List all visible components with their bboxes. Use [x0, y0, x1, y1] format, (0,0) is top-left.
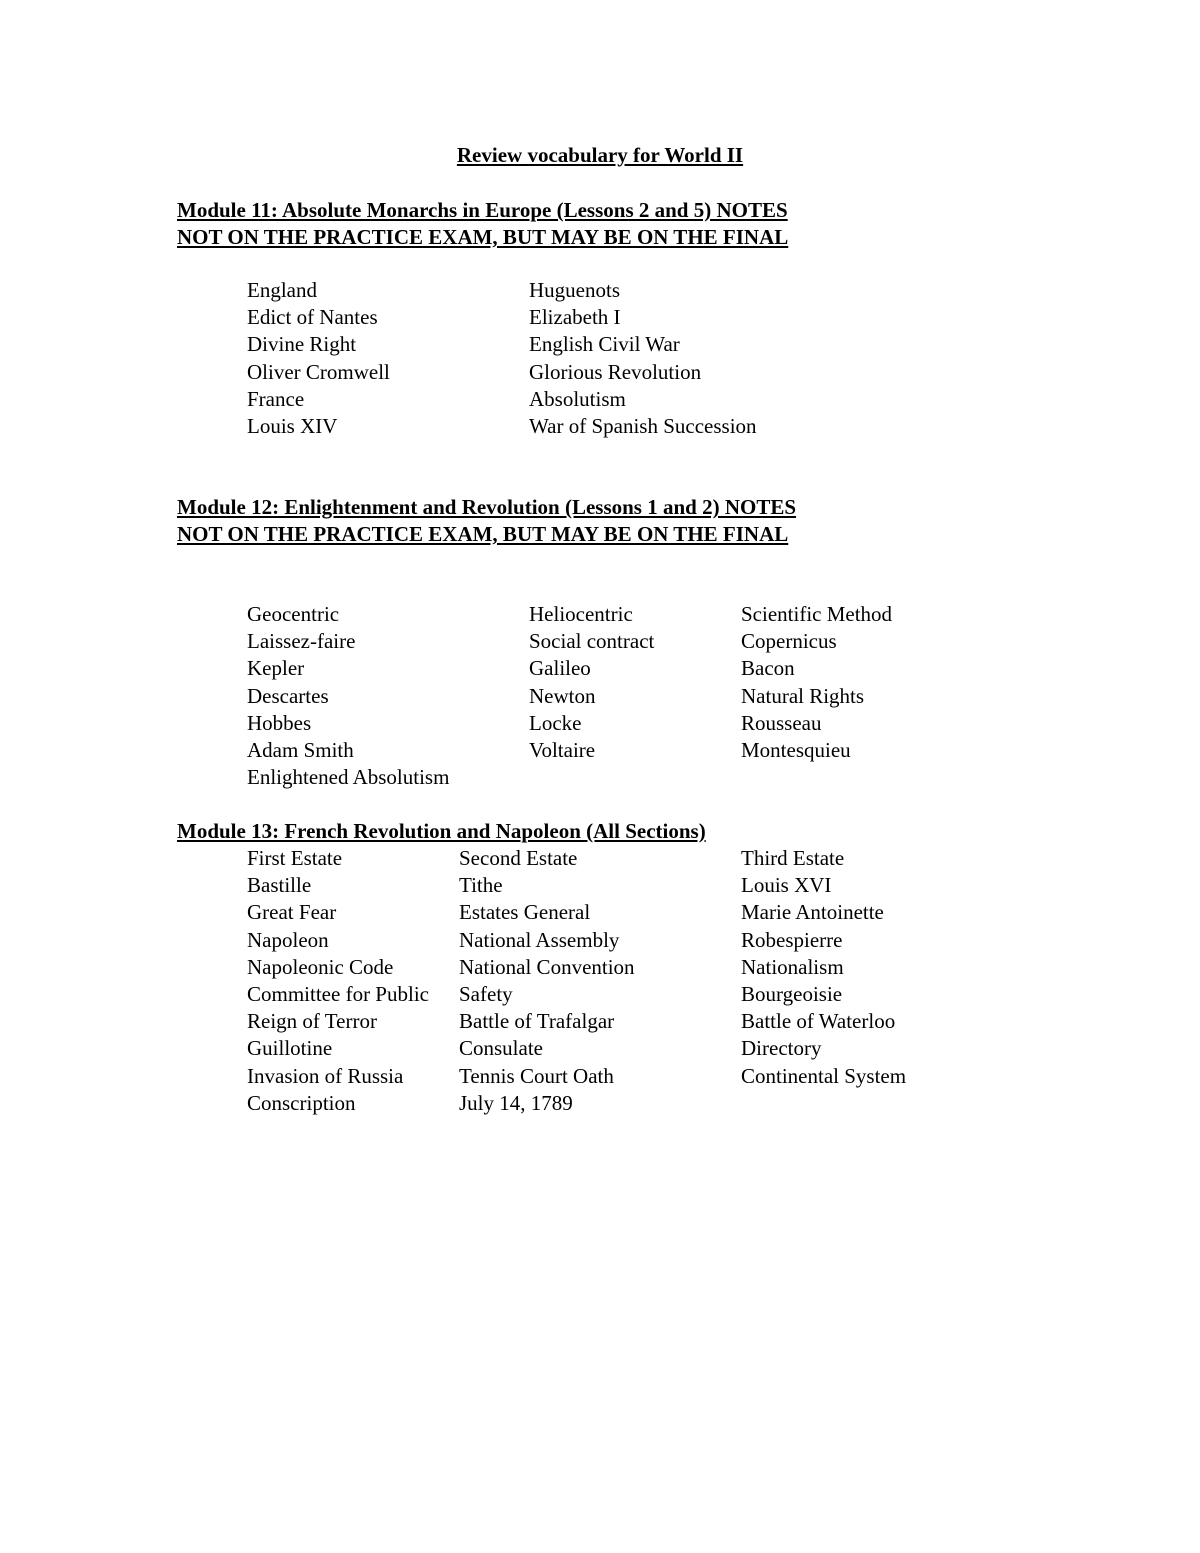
vocabulary-term: Rousseau — [741, 710, 822, 735]
vocabulary-term: Enlightened Absolutism — [247, 765, 450, 790]
vocabulary-term: Robespierre — [741, 927, 843, 952]
vocabulary-term: Louis XVI — [741, 873, 832, 898]
vocabulary-term: Oliver Cromwell — [247, 359, 390, 384]
vocabulary-term: Continental System — [741, 1063, 907, 1088]
vocabulary-term: Tithe — [459, 873, 503, 898]
module-12-heading-line-1: Module 12: Enlightenment and Revolution (Lessons 1 and 2) NOTES — [177, 495, 797, 519]
vocabulary-term: Marie Antoinette — [741, 900, 884, 925]
vocabulary-term: Edict of Nantes — [247, 305, 378, 330]
vocabulary-term: Nationalism — [741, 954, 844, 979]
vocabulary-term: Battle of Trafalgar — [459, 1009, 615, 1034]
vocabulary-term: Locke — [529, 710, 582, 735]
vocabulary-term: Louis XIV — [247, 414, 338, 438]
vocabulary-term: Great Fear — [247, 900, 337, 925]
vocabulary-term: Estates General — [459, 900, 591, 925]
vocabulary-term: Social contract — [529, 629, 655, 654]
vocabulary-term: Copernicus — [741, 629, 837, 654]
page-title: Review vocabulary for World II — [456, 143, 744, 167]
vocabulary-term: Geocentric — [247, 602, 340, 626]
vocabulary-term: France — [247, 386, 305, 411]
vocabulary-term: Guillotine — [247, 1036, 333, 1061]
vocabulary-term: Laissez-faire — [247, 629, 356, 654]
vocabulary-term: Bourgeoisie — [741, 982, 843, 1006]
vocabulary-term: Consulate — [459, 1036, 543, 1061]
vocabulary-term: Newton — [529, 683, 596, 708]
vocabulary-term: Galileo — [529, 656, 591, 681]
vocabulary-term: Glorious Revolution — [529, 359, 702, 384]
vocabulary-term: Hobbes — [247, 710, 312, 735]
vocabulary-term: War of Spanish Succession — [529, 414, 757, 438]
vocabulary-term: Battle of Waterloo — [741, 1009, 896, 1034]
vocabulary-term: Reign of Terror — [247, 1009, 377, 1034]
vocabulary-term: National Assembly — [459, 927, 620, 952]
vocabulary-term: Huguenots — [529, 278, 620, 302]
vocabulary-term: National Convention — [459, 954, 635, 979]
vocabulary-term: Safety — [459, 982, 513, 1006]
vocabulary-term: Conscription — [247, 1090, 356, 1115]
vocabulary-term: Tennis Court Oath — [459, 1063, 614, 1088]
vocabulary-term: English Civil War — [529, 332, 680, 357]
module-11-heading-line-1: Module 11: Absolute Monarchs in Europe (Lessons 2 and 5) NOTES — [177, 198, 788, 222]
vocabulary-term: Committee for Public — [247, 982, 429, 1006]
vocabulary-term: Bacon — [741, 656, 795, 681]
module-13-heading: Module 13: French Revolution and Napoleon (All Sections) — [177, 819, 706, 843]
vocabulary-term: Adam Smith — [247, 738, 354, 762]
vocabulary-term: Invasion of Russia — [247, 1063, 404, 1088]
vocabulary-term: First Estate — [247, 846, 343, 870]
vocabulary-term: Montesquieu — [741, 738, 851, 762]
vocabulary-term: Napoleon — [247, 927, 329, 952]
vocabulary-term: Natural Rights — [741, 683, 865, 708]
vocabulary-term: Third Estate — [741, 846, 845, 870]
vocabulary-term: Divine Right — [247, 332, 357, 357]
vocabulary-term: Elizabeth I — [529, 305, 621, 330]
vocabulary-term: Voltaire — [529, 738, 596, 762]
vocabulary-term: Kepler — [247, 656, 305, 681]
module-12-heading-line-2: NOT ON THE PRACTICE EXAM, BUT MAY BE ON THE FINAL — [177, 522, 789, 546]
vocabulary-term: July 14, 1789 — [459, 1090, 573, 1115]
vocabulary-term: Second Estate — [459, 846, 578, 870]
vocabulary-term: Scientific Method — [741, 602, 893, 626]
vocabulary-term: Bastille — [247, 873, 312, 898]
vocabulary-term: Heliocentric — [529, 602, 633, 626]
vocabulary-term: Descartes — [247, 683, 329, 708]
module-11-heading-line-2: NOT ON THE PRACTICE EXAM, BUT MAY BE ON THE FINAL — [177, 225, 789, 249]
vocabulary-term: Absolutism — [529, 386, 626, 411]
vocabulary-term: Directory — [741, 1036, 822, 1061]
vocabulary-term: England — [247, 278, 317, 302]
vocabulary-term: Napoleonic Code — [247, 954, 394, 979]
